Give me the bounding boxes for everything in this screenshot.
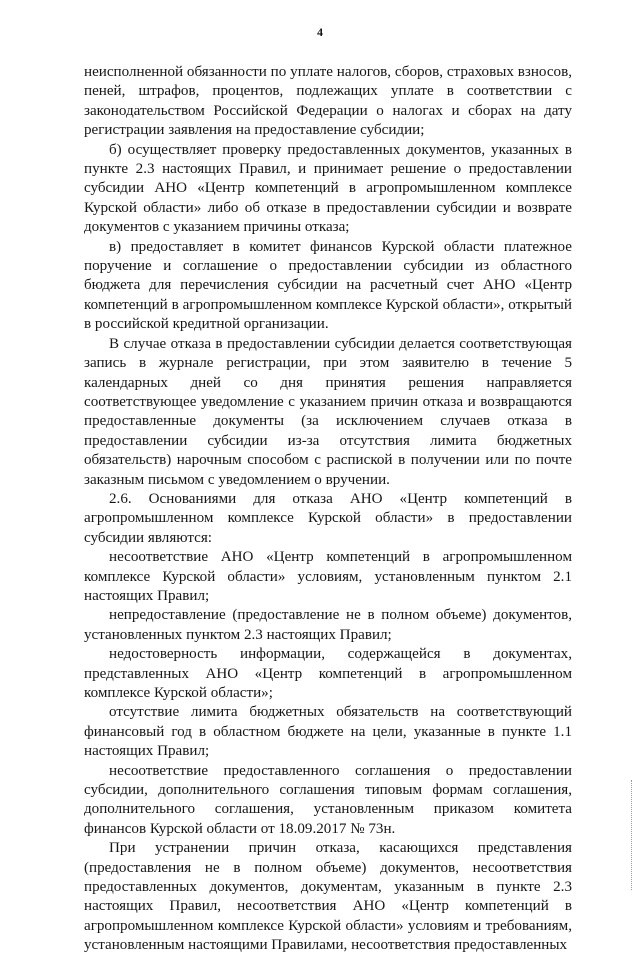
paragraph-continuation: неисполненной обязанности по уплате налогов, сборов, страховых взносов, пеней, штрафов, процентов, подлежащих уплате в соответствии с законодательством Российской Федерации о налогах и сборах на дату регистрации заявления на предоставление субсидии;	[84, 64, 572, 139]
paragraph-section-2-6: 2.6. Основаниями для отказа АНО «Центр компетенций в агропромышленном комплексе Курской области» в предоставлении субсидии являются:	[84, 490, 572, 546]
paragraph-ground-3: недостоверность информации, содержащейся в документах, представленных АНО «Центр компетенций в агропромышленном комплексе Курской области»;	[84, 646, 572, 701]
paragraph-ground-5: несоответствие предоставленного соглашения о предоставлении субсидии, дополнительного соглашения типовым формам соглашения, дополнительного соглашения, установленным приказом комитета финансов Курской области от 18.09.2017 № 73н.	[84, 762, 572, 837]
document-body	[84, 63, 572, 956]
paragraph-refusal-case: В случае отказа в предоставлении субсидии делается соответствующая запись в журнале регистрации, при этом заявителю в течение 5 календарных дней со дня принятия решения направляется соответствующее уведомление с указанием причин отказа и возвращаются предоставленные документы (за исключением случаев отказа в предоставлении субсидии из-за отсутствия лимита бюджетных обязательств) нарочным способом с распиской в получении или по почте заказным письмом с уведомлением о вручении.	[84, 335, 572, 488]
page-number: 4	[317, 25, 323, 39]
paragraph-item-b: б) осуществляет проверку предоставленных документов, указанных в пункте 2.3 настоящих Правил, и принимает решение о предоставлении субсидии АНО «Центр компетенций в агропромышленном комплексе Курской области» либо об отказе в предоставлении субсидии и возврате документов с указанием причины отказа;	[84, 141, 572, 236]
paragraph-ground-2: непредоставление (предоставление не в полном объеме) документов, установленных пунктом 2.3 настоящих Правил;	[84, 607, 572, 643]
paragraph-elimination: При устранении причин отказа, касающихся представления (предоставления не в полном объеме) документов, несоответствия предоставленных документов, документам, указанным в пункте 2.3 настоящих Правил, несоответствия АНО «Центр компетенций в агропромышленном комплексе Курской области» условиям и требованиям, установленным настоящими Правилами, несоответствия предоставленных	[84, 840, 572, 954]
paragraph-item-v: в) предоставляет в комитет финансов Курской области платежное поручение и соглашение о предоставлении субсидии из областного бюджета для перечисления субсидии на расчетный счет АНО «Центр компетенций в агропромышленном комплексе Курской области», открытый в российской кредитной организации.	[84, 238, 572, 333]
paragraph-ground-4: отсутствие лимита бюджетных обязательств на соответствующий финансовый год в областном бюджете на цели, указанные в пункте 1.1 настоящих Правил;	[84, 704, 572, 760]
scan-edge-mark	[630, 780, 632, 890]
paragraph-ground-1: несоответствие АНО «Центр компетенций в агропромышленном комплексе Курской области» условиям, установленным пунктом 2.1 настоящих Правил;	[84, 549, 572, 604]
